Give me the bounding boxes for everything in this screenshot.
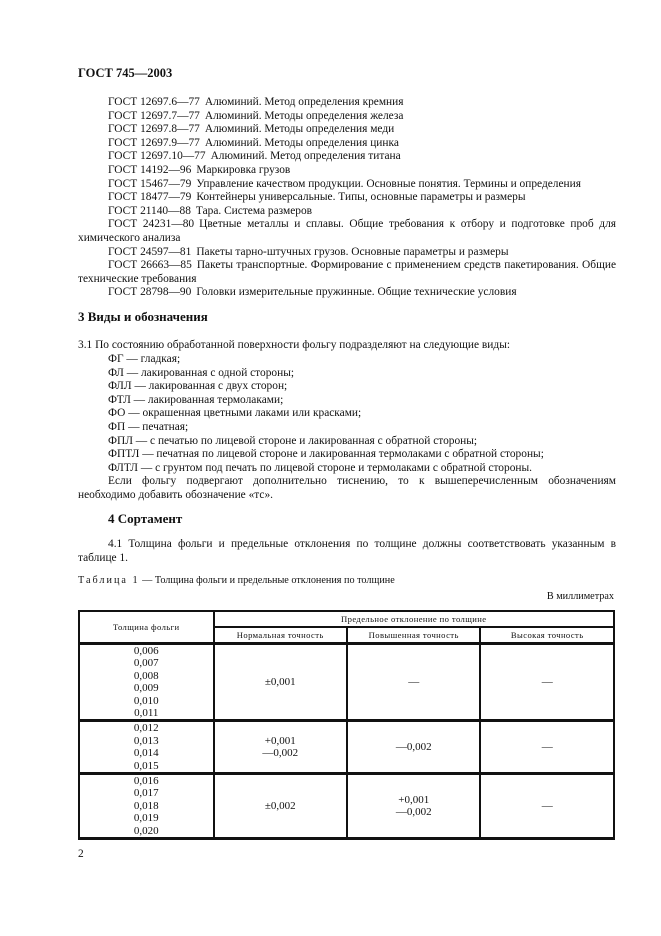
cell-normal: ±0,001 xyxy=(214,644,347,721)
foil-type-item: ФО — окрашенная цветными лаками или красками; xyxy=(108,407,362,420)
reference-item: ГОСТ 12697.8—77 Алюминий. Методы определения меди xyxy=(108,123,395,136)
cell-high: — xyxy=(480,721,614,774)
foil-type-item: ФЛ — лакированная с одной стороны; xyxy=(108,366,295,379)
reference-item: ГОСТ 24597—81 Пакеты тарно-штучных грузов. Основные параметры и размеры xyxy=(108,245,509,258)
reference-item: ГОСТ 15467—79 Управление качеством продукции. Основные понятия. Термины и определения xyxy=(108,177,581,190)
foil-type-item: ФЛЛ — лакированная с двух сторон; xyxy=(108,380,288,393)
header-increased: Повышенная точность xyxy=(347,627,480,644)
header-thickness: Толщина фольги xyxy=(79,611,214,644)
section-4-heading: 4 Сортамент xyxy=(108,511,183,526)
reference-item: ГОСТ 18477—79 Контейнеры универсальные. Типы, основные параметры и размеры xyxy=(108,191,526,204)
foil-type-item: ФП — печатная; xyxy=(108,420,189,433)
header-normal: Нормальная точность xyxy=(214,627,347,644)
reference-item: ГОСТ 21140—88 Тара. Система размеров xyxy=(108,204,313,217)
foil-type-item: ФЛТЛ — с грунтом под печать по лицевой стороне и термолаками с обратной стороны. xyxy=(108,461,532,474)
cell-thickness: 0,006 0,007 0,008 0,009 0,010 0,011 xyxy=(79,644,214,721)
header-deviation: Предельное отклонение по толщине xyxy=(214,611,615,627)
reference-item: ГОСТ 12697.9—77 Алюминий. Методы определения цинка xyxy=(108,136,399,149)
foil-type-item: ФПТЛ — печатная по лицевой стороне и лакированная термолаками с обратной стороны; xyxy=(108,448,544,461)
cell-high: — xyxy=(480,774,614,839)
header-high: Высокая точность xyxy=(480,627,614,644)
cell-increased: —0,002 xyxy=(347,721,480,774)
table-units: В миллиметрах xyxy=(546,591,614,602)
table-row xyxy=(79,644,614,721)
reference-item: ГОСТ 12697.10—77 Алюминий. Метод определения титана xyxy=(108,150,401,163)
table-row xyxy=(79,774,614,839)
cell-thickness: 0,016 0,017 0,018 0,019 0,020 xyxy=(79,774,214,839)
reference-item: ГОСТ 26663—85 Пакеты транспортные. Формирование с применением средств пакетирования. Общие технические требования xyxy=(78,259,616,285)
cell-increased: — xyxy=(347,644,480,721)
cell-normal: ±0,002 xyxy=(214,774,347,839)
foil-types-list xyxy=(108,353,544,475)
document-id: ГОСТ 745—2003 xyxy=(78,66,173,80)
foil-type-item: ФПЛ — с печатью по лицевой стороне и лакированная с обратной стороны; xyxy=(108,434,478,447)
reference-item: ГОСТ 24231—80 Цветные металлы и сплавы. Общие требования к отбору и подготовке проб для химического анализа xyxy=(78,218,616,244)
section-3-heading: 3 Виды и обозначения xyxy=(78,309,208,324)
section-3-intro: 3.1 По состоянию обработанной поверхности фольгу подразделяют на следующие виды: xyxy=(78,339,511,351)
page-number: 2 xyxy=(78,848,84,860)
cell-thickness: 0,012 0,013 0,014 0,015 xyxy=(79,721,214,774)
foil-type-item: ФТЛ — лакированная термолаками; xyxy=(108,393,284,406)
cell-normal: +0,001 —0,002 xyxy=(214,721,347,774)
section-3-note: Если фольгу подвергают дополнительно тиснению, то к вышеперечисленным обозначениям необходимо добавить обозначение «тс». xyxy=(78,475,616,501)
foil-type-item: ФГ — гладкая; xyxy=(108,353,181,365)
reference-item: ГОСТ 12697.6—77 Алюминий. Метод определения кремния xyxy=(108,96,404,108)
reference-item: ГОСТ 28798—90 Головки измерительные пружинные. Общие технические условия xyxy=(108,286,517,299)
normative-references-list xyxy=(78,96,616,300)
reference-item: ГОСТ 14192—96 Маркировка грузов xyxy=(108,163,291,176)
section-4-paragraph: 4.1 Толщина фольги и предельные отклонения по толщине должны соответствовать указанным в таблице 1. xyxy=(78,538,616,564)
cell-high: — xyxy=(480,644,614,721)
table-row xyxy=(79,721,614,774)
cell-increased: +0,001 —0,002 xyxy=(347,774,480,839)
reference-item: ГОСТ 12697.7—77 Алюминий. Методы определения железа xyxy=(108,109,404,122)
table-caption: Таблица 1 — Толщина фольги и предельные отклонения по толщине xyxy=(78,575,395,586)
thickness-table xyxy=(78,610,615,840)
